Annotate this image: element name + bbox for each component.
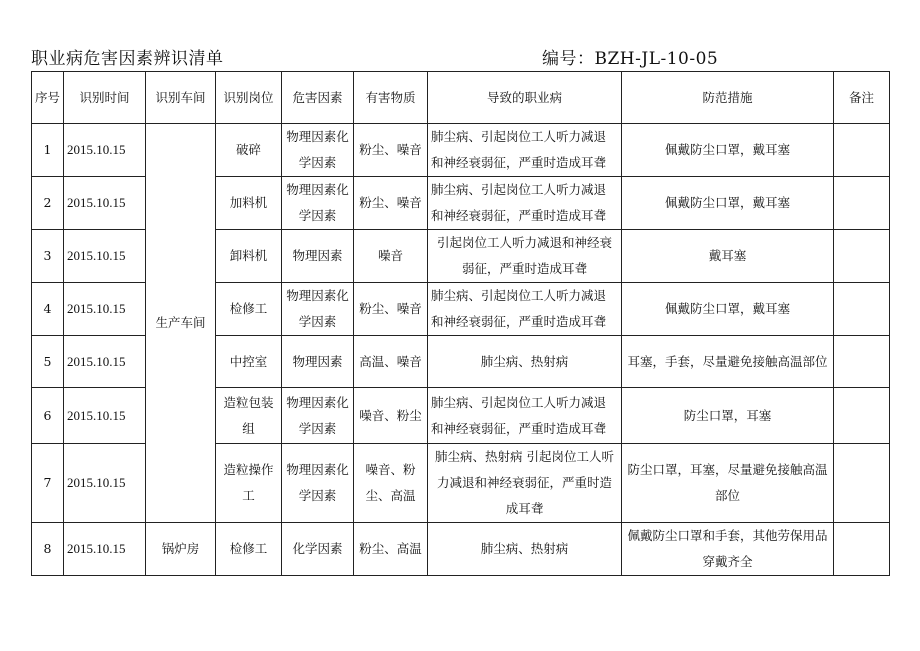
cell-seq: 2 (32, 177, 64, 230)
cell-date: 2015.10.15 (64, 283, 146, 336)
cell-measures: 防尘口罩，耳塞，尽量避免接触高温部位 (622, 444, 834, 523)
cell-factor: 物理因素化学因素 (282, 124, 354, 177)
header-seq: 序号 (32, 72, 64, 124)
header-factor: 危害因素 (282, 72, 354, 124)
cell-remark (834, 177, 890, 230)
cell-post: 加料机 (216, 177, 282, 230)
cell-seq: 4 (32, 283, 64, 336)
cell-disease: 肺尘病、引起岗位工人听力减退和神经衰弱征，严重时造成耳聋 (428, 124, 622, 177)
cell-substance: 高温、噪音 (354, 336, 428, 388)
cell-post: 造粒操作工 (216, 444, 282, 523)
cell-measures: 佩戴防尘口罩，戴耳塞 (622, 124, 834, 177)
cell-date: 2015.10.15 (64, 177, 146, 230)
cell-disease: 肺尘病、热射病 (428, 523, 622, 576)
cell-remark (834, 388, 890, 444)
cell-post: 卸料机 (216, 230, 282, 283)
cell-seq: 6 (32, 388, 64, 444)
hazard-table (31, 71, 890, 576)
cell-substance: 噪音、粉尘 (354, 388, 428, 444)
cell-remark (834, 444, 890, 523)
page-title: 职业病危害因素辨识清单 (31, 49, 224, 69)
cell-date: 2015.10.15 (64, 230, 146, 283)
header-disease: 导致的职业病 (428, 72, 622, 124)
header-workshop: 识别车间 (146, 72, 216, 124)
cell-disease: 肺尘病、引起岗位工人听力减退和神经衰弱征，严重时造成耳聋 (428, 177, 622, 230)
cell-disease: 肺尘病、引起岗位工人听力减退和神经衰弱征，严重时造成耳聋 (428, 388, 622, 444)
cell-factor: 物理因素 (282, 230, 354, 283)
cell-factor: 物理因素化学因素 (282, 177, 354, 230)
cell-date: 2015.10.15 (64, 336, 146, 388)
cell-workshop-production: 生产车间 (146, 124, 216, 523)
cell-post: 破碎 (216, 124, 282, 177)
header-post: 识别岗位 (216, 72, 282, 124)
cell-measures: 耳塞，手套，尽量避免接触高温部位 (622, 336, 834, 388)
cell-factor: 物理因素 (282, 336, 354, 388)
document-code: 编号：BZH-JL-10-05 (542, 49, 719, 69)
cell-measures: 佩戴防尘口罩，戴耳塞 (622, 177, 834, 230)
cell-disease: 引起岗位工人听力减退和神经衰弱征，严重时造成耳聋 (428, 230, 622, 283)
cell-seq: 1 (32, 124, 64, 177)
cell-post: 检修工 (216, 283, 282, 336)
cell-seq: 8 (32, 523, 64, 576)
cell-date: 2015.10.15 (64, 523, 146, 576)
cell-post: 中控室 (216, 336, 282, 388)
header-measures: 防范措施 (622, 72, 834, 124)
cell-substance: 粉尘、高温 (354, 523, 428, 576)
cell-date: 2015.10.15 (64, 444, 146, 523)
cell-measures: 佩戴防尘口罩，戴耳塞 (622, 283, 834, 336)
cell-date: 2015.10.15 (64, 124, 146, 177)
cell-seq: 7 (32, 444, 64, 523)
cell-factor: 化学因素 (282, 523, 354, 576)
cell-workshop-boiler: 锅炉房 (146, 523, 216, 576)
cell-disease: 肺尘病、热射病 (428, 336, 622, 388)
cell-substance: 粉尘、噪音 (354, 283, 428, 336)
cell-substance: 噪音、粉尘、高温 (354, 444, 428, 523)
cell-factor: 物理因素化学因素 (282, 283, 354, 336)
header-remark: 备注 (834, 72, 890, 124)
cell-disease: 肺尘病、引起岗位工人听力减退和神经衰弱征，严重时造成耳聋 (428, 283, 622, 336)
cell-remark (834, 523, 890, 576)
cell-post: 造粒包装组 (216, 388, 282, 444)
table-row (32, 523, 890, 576)
cell-measures: 佩戴防尘口罩和手套，其他劳保用品穿戴齐全 (622, 523, 834, 576)
cell-disease: 肺尘病、热射病 引起岗位工人听力减退和神经衰弱征，严重时造成耳聋 (428, 444, 622, 523)
table-header-row (32, 72, 890, 124)
cell-substance: 噪音 (354, 230, 428, 283)
cell-measures: 戴耳塞 (622, 230, 834, 283)
cell-remark (834, 283, 890, 336)
cell-date: 2015.10.15 (64, 388, 146, 444)
cell-factor: 物理因素化学因素 (282, 388, 354, 444)
cell-remark (834, 230, 890, 283)
table-row (32, 124, 890, 177)
cell-measures: 防尘口罩，耳塞 (622, 388, 834, 444)
cell-post: 检修工 (216, 523, 282, 576)
cell-remark (834, 336, 890, 388)
header-substance: 有害物质 (354, 72, 428, 124)
cell-substance: 粉尘、噪音 (354, 124, 428, 177)
cell-factor: 物理因素化学因素 (282, 444, 354, 523)
cell-seq: 5 (32, 336, 64, 388)
cell-substance: 粉尘、噪音 (354, 177, 428, 230)
header-date: 识别时间 (64, 72, 146, 124)
cell-remark (834, 124, 890, 177)
cell-seq: 3 (32, 230, 64, 283)
